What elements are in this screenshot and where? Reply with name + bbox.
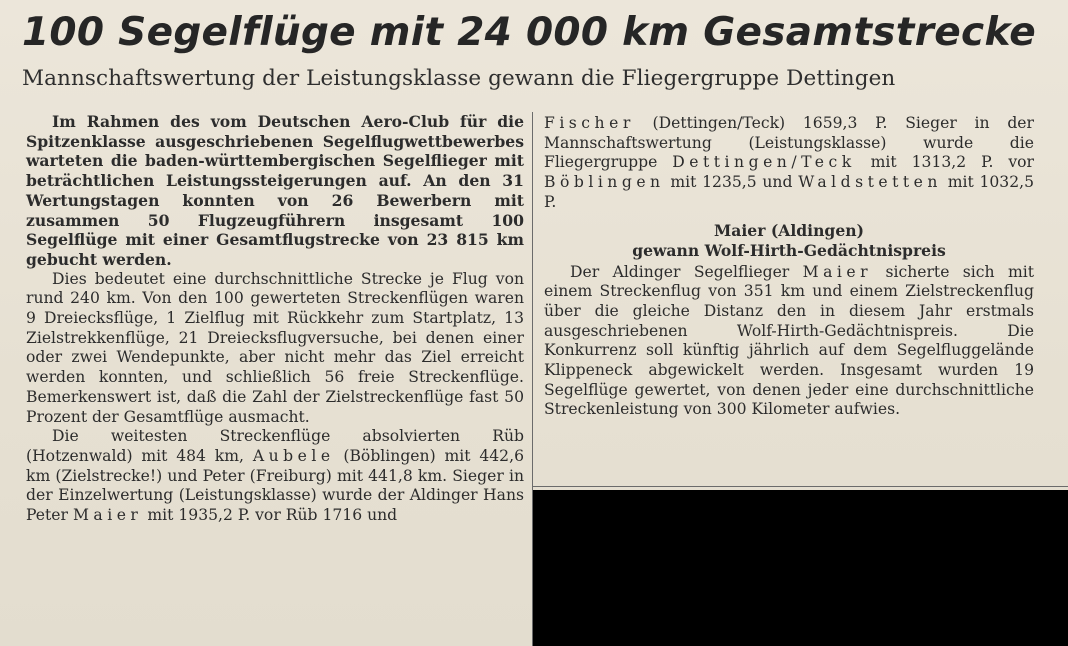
subheadline: Mannschaftswertung der Leistungsklasse gewann die Fliegergruppe Dettingen — [22, 66, 896, 91]
paragraph-results — [26, 427, 524, 526]
spaced-name-maier: Maier — [72, 506, 143, 525]
results-text-b: (Böblingen) mit 442,6 km (Zielstrecke!) und Peter (Freiburg) mit 441,8 km. Sieger in der Einzelwertung (Leistungsklasse) wurde der Aldinger Hans Peter — [26, 446, 524, 525]
spaced-name-waldstetten: Waldstetten — [798, 173, 942, 192]
spaced-name-maier-2: Maier — [802, 262, 873, 281]
left-column — [26, 112, 524, 526]
lead-paragraph: Im Rahmen des vom Deutschen Aero-Club für die Spitzenklasse ausgeschriebenen Segelflugwettbewerbes warteten die baden-württembergischen Segelflieger mit beträchtlichen Leistungssteigerungen auf. An den 31 Wertungstagen konnten von 26 Bewerbern mit zusammen 50 Flugzeugführern insgesamt 100 Segelflüge mit einer Gesamtflugstrecke von 23 815 km gebucht werden. — [26, 112, 524, 269]
paragraph-statistics: Dies bedeutet eine durchschnittliche Strecke je Flug von rund 240 km. Von den 100 gewerteten Streckenflügen waren 9 Dreiecksflüge, 1 Zielflug mit Rückkehr zum Startplatz, 13 Zielstrekkenflüge, 21 Dreiecksflugversuche, bei denen einer oder zwei Wendepunkte, aber nicht mehr das Ziel erreicht werden konnten, und schließlich 56 freie Streckenflüge. Bemerkenswert ist, daß die Zahl der Zielstreckenflüge fast 50 Prozent der Gesamtflüge ausmacht. — [26, 269, 524, 426]
spaced-name-fischer: Fischer — [544, 114, 635, 132]
spaced-name-aubele: Aubele — [252, 446, 335, 465]
subtitle-line-2: gewann Wolf-Hirth-Gedächtnispreis — [632, 240, 946, 260]
continuation-paragraph — [544, 114, 1034, 213]
continuation-text-b: mit 1313,2 P. vor — [870, 153, 1034, 172]
spaced-name-boeblingen: Böblingen — [544, 173, 665, 192]
right-column — [544, 114, 1034, 420]
results-text-a: Die weitesten Streckenflüge absolvierten Rüb (Hotzenwald) mit 484 km, — [26, 427, 524, 465]
wolf-hirth-text-a: Der Aldinger Segelflieger — [570, 262, 790, 281]
subtitle-line-1: Maier (Aldingen) — [714, 220, 864, 240]
wolf-hirth-text-b: sicherte sich mit einem Streckenflug von 351 km und einem Zielstreckenflug über die gleiche Distanz den in diesem Jahr erstmals ausgeschriebenen Wolf-Hirth-Gedächtnispreis. Die Konkurrenz soll künftig jährlich auf dem Segelfluggelände Klippeneck abgewickelt werden. Insgesamt wurden 19 Segelflüge gewertet, von denen jeder eine durchschnittliche Streckenleistung von 300 Kilometer aufwies. — [544, 262, 1034, 419]
black-area — [533, 490, 1068, 646]
continuation-text-c: mit 1235,5 und — [670, 173, 793, 192]
box-border — [532, 486, 1068, 487]
results-text-c: mit 1935,2 P. vor Rüb 1716 und — [147, 506, 398, 525]
headline: 100 Segelflüge mit 24 000 km Gesamtstrecke — [22, 10, 1037, 55]
spaced-name-dettingen: Dettingen/Teck — [672, 153, 856, 172]
continuation-text-a: (Dettingen/Teck) 1659,3 P. Sieger in der Mannschaftswertung (Leistungsklasse) wurde die Fliegergruppe — [544, 114, 1034, 172]
section-subtitle — [544, 221, 1034, 261]
continuation-text-d: mit 1032,5 P. — [544, 173, 1035, 211]
paragraph-wolf-hirth — [544, 263, 1034, 421]
